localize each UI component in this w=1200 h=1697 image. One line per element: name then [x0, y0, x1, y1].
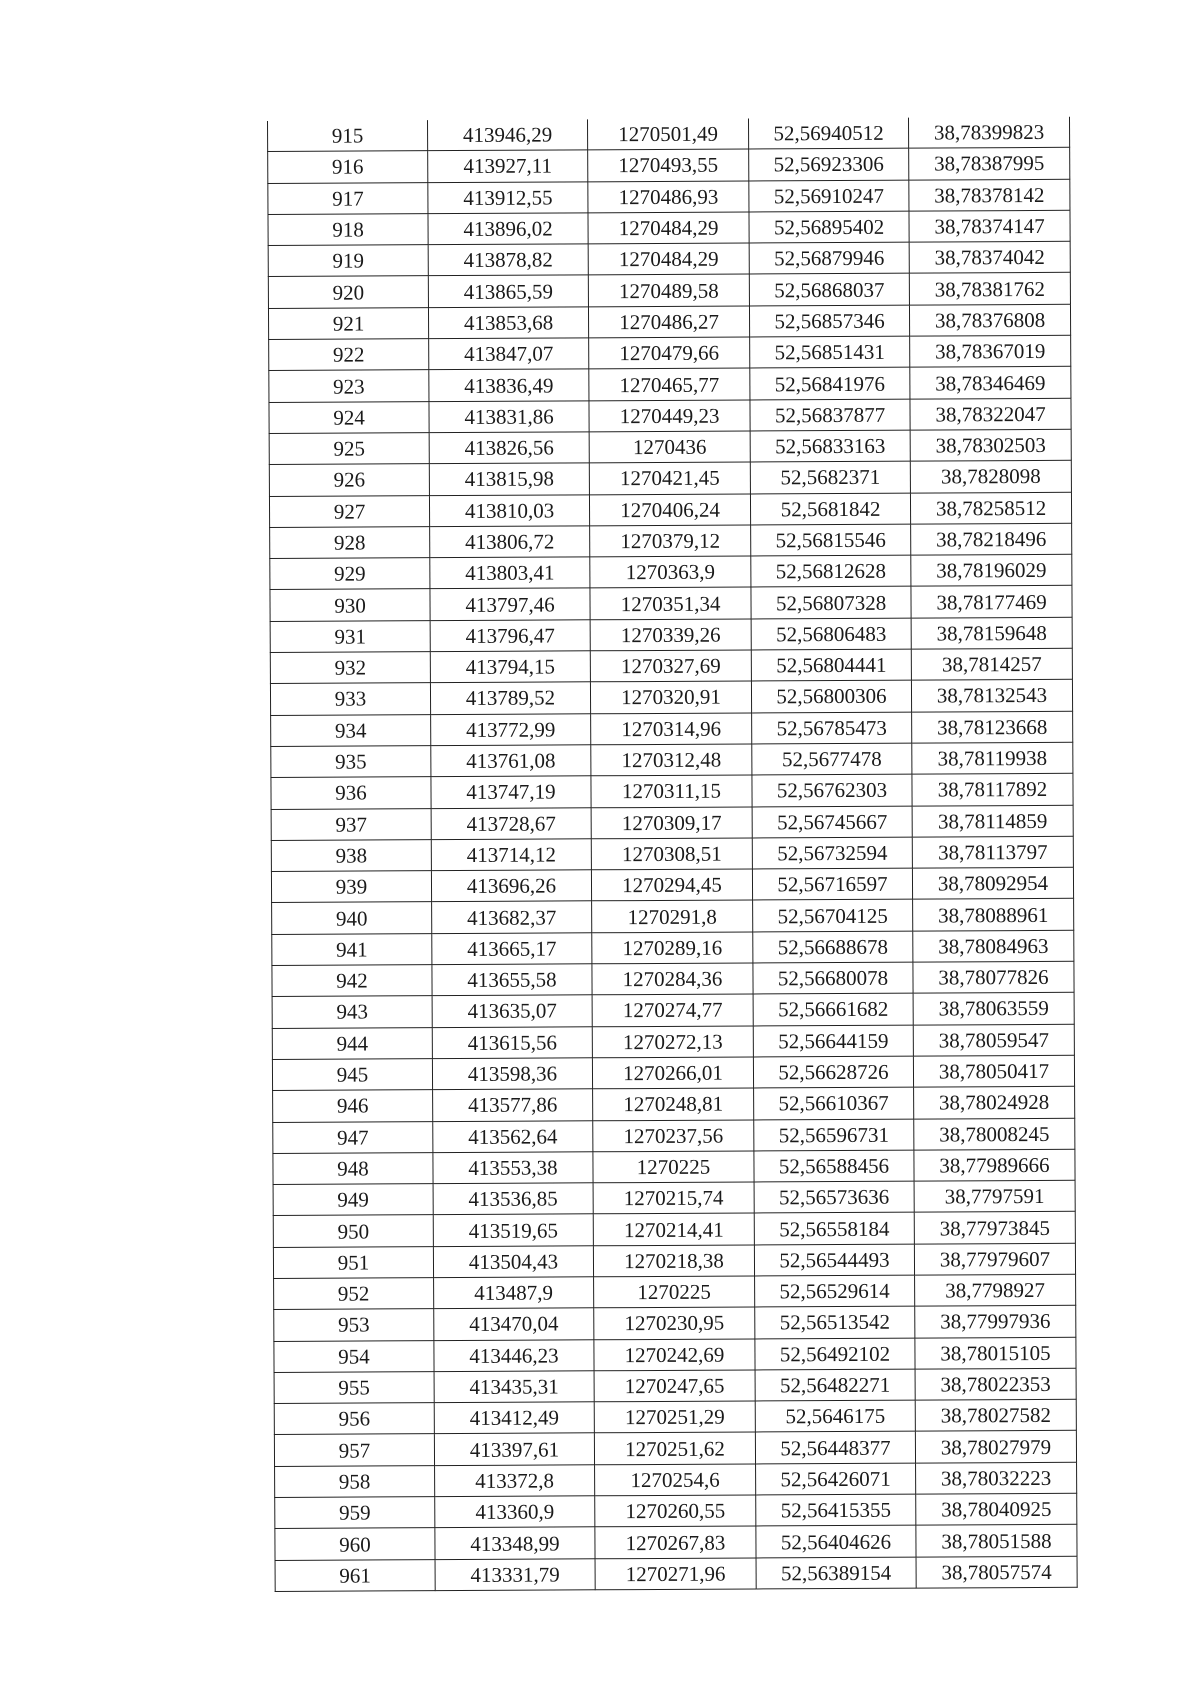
latitude-cell: 52,56544493 — [754, 1244, 914, 1276]
longitude-cell: 38,78027582 — [915, 1399, 1076, 1431]
y-coordinate-cell: 1270339,26 — [590, 619, 751, 651]
x-coordinate-cell: 413360,9 — [435, 1496, 595, 1528]
point-number-cell: 922 — [269, 339, 429, 371]
latitude-cell: 52,5677478 — [752, 743, 912, 775]
point-number-cell: 961 — [275, 1559, 435, 1591]
y-coordinate-cell: 1270421,45 — [589, 462, 750, 494]
point-number-cell: 944 — [272, 1027, 432, 1059]
latitude-cell: 52,56732594 — [752, 837, 912, 869]
x-coordinate-cell: 413487,9 — [434, 1277, 594, 1309]
latitude-cell: 52,56837877 — [750, 399, 910, 431]
longitude-cell: 38,78367019 — [910, 335, 1071, 367]
longitude-cell: 38,78051588 — [916, 1525, 1077, 1557]
x-coordinate-cell: 413519,65 — [433, 1214, 593, 1246]
latitude-cell: 52,56688678 — [753, 931, 913, 963]
point-number-cell: 945 — [272, 1059, 432, 1091]
point-number-cell: 939 — [271, 871, 431, 903]
longitude-cell: 38,78196029 — [911, 554, 1072, 586]
point-number-cell: 931 — [270, 620, 430, 652]
longitude-cell: 38,78302503 — [910, 429, 1071, 461]
table-row — [272, 1024, 1074, 1059]
y-coordinate-cell: 1270260,55 — [595, 1495, 756, 1527]
y-coordinate-cell: 1270311,15 — [591, 775, 752, 807]
x-coordinate-cell: 413803,41 — [430, 557, 590, 589]
y-coordinate-cell: 1270309,17 — [591, 807, 752, 839]
point-number-cell: 918 — [268, 214, 428, 246]
table-row — [269, 367, 1071, 402]
y-coordinate-cell: 1270312,48 — [591, 744, 752, 776]
x-coordinate-cell: 413912,55 — [428, 181, 588, 213]
x-coordinate-cell: 413796,47 — [430, 620, 590, 652]
y-coordinate-cell: 1270308,51 — [591, 838, 752, 870]
table-row — [269, 461, 1071, 496]
y-coordinate-cell: 1270284,36 — [592, 963, 753, 995]
y-coordinate-cell: 1270406,24 — [589, 494, 750, 526]
x-coordinate-cell: 413789,52 — [430, 682, 590, 714]
point-number-cell: 921 — [268, 307, 428, 339]
longitude-cell: 38,77997936 — [915, 1306, 1076, 1338]
latitude-cell: 52,56815546 — [751, 524, 911, 556]
y-coordinate-cell: 1270289,16 — [592, 932, 753, 964]
longitude-cell: 38,7828098 — [910, 461, 1071, 493]
y-coordinate-cell: 1270274,77 — [592, 994, 753, 1026]
latitude-cell: 52,5681842 — [750, 493, 910, 525]
y-coordinate-cell: 1270327,69 — [590, 650, 751, 682]
longitude-cell: 38,78322047 — [910, 398, 1071, 430]
x-coordinate-cell: 413655,58 — [432, 964, 592, 996]
x-coordinate-cell: 413615,56 — [432, 1026, 592, 1058]
table-row — [269, 492, 1071, 527]
y-coordinate-cell: 1270247,65 — [594, 1370, 755, 1402]
latitude-cell: 52,56513542 — [755, 1306, 915, 1338]
table-row — [272, 899, 1074, 934]
x-coordinate-cell: 413682,37 — [432, 901, 592, 933]
x-coordinate-cell: 413348,99 — [435, 1527, 595, 1559]
point-number-cell: 935 — [271, 746, 431, 778]
x-coordinate-cell: 413896,02 — [428, 213, 588, 245]
table-row — [274, 1337, 1076, 1372]
table-row — [274, 1399, 1076, 1434]
longitude-cell: 38,77989666 — [914, 1149, 1075, 1181]
point-number-cell: 943 — [272, 996, 432, 1028]
longitude-cell: 38,78040925 — [916, 1493, 1077, 1525]
point-number-cell: 936 — [271, 777, 431, 809]
table-row — [268, 273, 1070, 308]
point-number-cell: 947 — [273, 1121, 433, 1153]
table-row — [274, 1368, 1076, 1403]
longitude-cell: 38,7798927 — [915, 1274, 1076, 1306]
latitude-cell: 52,56800306 — [751, 680, 911, 712]
longitude-cell: 38,7814257 — [911, 648, 1072, 680]
x-coordinate-cell: 413714,12 — [431, 839, 591, 871]
point-number-cell: 926 — [269, 464, 429, 496]
point-number-cell: 946 — [273, 1090, 433, 1122]
y-coordinate-cell: 1270218,38 — [593, 1245, 754, 1277]
y-coordinate-cell: 1270215,74 — [593, 1182, 754, 1214]
x-coordinate-cell: 413397,61 — [434, 1433, 594, 1465]
x-coordinate-cell: 413665,17 — [432, 933, 592, 965]
x-coordinate-cell: 413946,29 — [427, 119, 587, 151]
longitude-cell: 38,78114859 — [912, 805, 1073, 837]
y-coordinate-cell: 1270484,29 — [588, 212, 749, 244]
latitude-cell: 52,56879946 — [749, 242, 909, 274]
latitude-cell: 52,56448377 — [755, 1432, 915, 1464]
longitude-cell: 38,78092954 — [912, 867, 1073, 899]
y-coordinate-cell: 1270225 — [593, 1151, 754, 1183]
table-row — [275, 1462, 1077, 1497]
x-coordinate-cell: 413598,36 — [432, 1058, 592, 1090]
point-number-cell: 942 — [272, 965, 432, 997]
y-coordinate-cell: 1270248,81 — [593, 1088, 754, 1120]
point-number-cell: 925 — [269, 433, 429, 465]
longitude-cell: 38,78050417 — [913, 1055, 1074, 1087]
x-coordinate-cell: 413536,85 — [433, 1183, 593, 1215]
point-number-cell: 949 — [273, 1184, 433, 1216]
longitude-cell: 38,78376808 — [909, 304, 1070, 336]
y-coordinate-cell: 1270501,49 — [587, 118, 748, 150]
latitude-cell: 52,56785473 — [752, 712, 912, 744]
longitude-cell: 38,78177469 — [911, 586, 1072, 618]
latitude-cell: 52,56415355 — [756, 1494, 916, 1526]
x-coordinate-cell: 413635,07 — [432, 995, 592, 1027]
table-row — [273, 1180, 1075, 1215]
y-coordinate-cell: 1270272,13 — [592, 1026, 753, 1058]
x-coordinate-cell: 413562,64 — [433, 1120, 593, 1152]
point-number-cell: 940 — [272, 902, 432, 934]
point-number-cell: 915 — [268, 120, 428, 152]
x-coordinate-cell: 413794,15 — [430, 651, 590, 683]
y-coordinate-cell: 1270493,55 — [588, 149, 749, 181]
latitude-cell: 52,56426071 — [756, 1463, 916, 1495]
y-coordinate-cell: 1270465,77 — [589, 368, 750, 400]
longitude-cell: 38,78032223 — [916, 1462, 1077, 1494]
table-row — [271, 836, 1073, 871]
x-coordinate-cell: 413577,86 — [433, 1089, 593, 1121]
latitude-cell: 52,56389154 — [756, 1557, 916, 1589]
point-number-cell: 924 — [269, 401, 429, 433]
table-row — [273, 1086, 1075, 1121]
table-row — [271, 774, 1073, 809]
y-coordinate-cell: 1270486,27 — [588, 306, 749, 338]
point-number-cell: 957 — [274, 1434, 434, 1466]
point-number-cell: 916 — [268, 151, 428, 183]
y-coordinate-cell: 1270449,23 — [589, 400, 750, 432]
y-coordinate-cell: 1270251,62 — [594, 1432, 755, 1464]
point-number-cell: 917 — [268, 182, 428, 214]
longitude-cell: 38,78117892 — [912, 774, 1073, 806]
point-number-cell: 958 — [275, 1465, 435, 1497]
table-row — [270, 523, 1072, 558]
y-coordinate-cell: 1270484,29 — [588, 243, 749, 275]
point-number-cell: 952 — [274, 1278, 434, 1310]
point-number-cell: 928 — [270, 527, 430, 559]
longitude-cell: 38,78015105 — [915, 1337, 1076, 1369]
x-coordinate-cell: 413806,72 — [430, 526, 590, 558]
latitude-cell: 52,56704125 — [753, 900, 913, 932]
table-row — [270, 617, 1072, 652]
y-coordinate-cell: 1270294,45 — [591, 869, 752, 901]
table-row — [268, 304, 1070, 339]
x-coordinate-cell: 413927,11 — [428, 150, 588, 182]
longitude-cell: 38,78077826 — [913, 961, 1074, 993]
table-row — [274, 1431, 1076, 1466]
longitude-cell: 38,77979607 — [914, 1243, 1075, 1275]
point-number-cell: 933 — [270, 683, 430, 715]
y-coordinate-cell: 1270242,69 — [594, 1339, 755, 1371]
table-row — [268, 210, 1070, 245]
longitude-cell: 38,77973845 — [914, 1212, 1075, 1244]
longitude-cell: 38,78381762 — [909, 273, 1070, 305]
latitude-cell: 52,56841976 — [750, 368, 910, 400]
latitude-cell: 52,56716597 — [752, 868, 912, 900]
table-row — [270, 680, 1072, 715]
table-row — [269, 398, 1071, 433]
y-coordinate-cell: 1270237,56 — [593, 1119, 754, 1151]
latitude-cell: 52,56745667 — [752, 806, 912, 838]
x-coordinate-cell: 413815,98 — [429, 463, 589, 495]
latitude-cell: 52,56762303 — [752, 774, 912, 806]
point-number-cell: 930 — [270, 589, 430, 621]
longitude-cell: 38,78132543 — [911, 680, 1072, 712]
longitude-cell: 38,78378142 — [909, 179, 1070, 211]
table-row — [270, 554, 1072, 589]
longitude-cell: 38,78123668 — [912, 711, 1073, 743]
latitude-cell: 52,56851431 — [750, 336, 910, 368]
x-coordinate-cell: 413412,49 — [434, 1402, 594, 1434]
longitude-cell: 38,78084963 — [913, 930, 1074, 962]
latitude-cell: 52,56558184 — [754, 1213, 914, 1245]
x-coordinate-cell: 413853,68 — [428, 307, 588, 339]
longitude-cell: 38,78374042 — [909, 241, 1070, 273]
coordinates-table-body — [268, 117, 1078, 1592]
latitude-cell: 52,56610367 — [754, 1087, 914, 1119]
latitude-cell: 52,56804441 — [751, 649, 911, 681]
y-coordinate-cell: 1270351,34 — [590, 587, 751, 619]
table-row — [273, 1149, 1075, 1184]
point-number-cell: 929 — [270, 558, 430, 590]
point-number-cell: 938 — [271, 839, 431, 871]
latitude-cell: 52,56661682 — [753, 993, 913, 1025]
x-coordinate-cell: 413372,8 — [435, 1465, 595, 1497]
table-row — [272, 1055, 1074, 1090]
y-coordinate-cell: 1270314,96 — [591, 713, 752, 745]
x-coordinate-cell: 413553,38 — [433, 1152, 593, 1184]
table-row — [272, 930, 1074, 965]
table-row — [272, 993, 1074, 1028]
table-row — [268, 179, 1070, 214]
latitude-cell: 52,56868037 — [749, 274, 909, 306]
latitude-cell: 52,56895402 — [749, 211, 909, 243]
longitude-cell: 38,78374147 — [909, 210, 1070, 242]
latitude-cell: 52,5646175 — [755, 1400, 915, 1432]
table-row — [269, 335, 1071, 370]
x-coordinate-cell: 413435,31 — [434, 1371, 594, 1403]
longitude-cell: 38,78387995 — [909, 148, 1070, 180]
longitude-cell: 38,78059547 — [913, 1024, 1074, 1056]
longitude-cell: 38,78022353 — [915, 1368, 1076, 1400]
table-row — [275, 1525, 1077, 1560]
longitude-cell: 38,78258512 — [910, 492, 1071, 524]
y-coordinate-cell: 1270266,01 — [592, 1057, 753, 1089]
point-number-cell: 953 — [274, 1309, 434, 1341]
point-number-cell: 954 — [274, 1340, 434, 1372]
latitude-cell: 52,56812628 — [751, 555, 911, 587]
y-coordinate-cell: 1270291,8 — [592, 900, 753, 932]
y-coordinate-cell: 1270251,29 — [594, 1401, 755, 1433]
latitude-cell: 52,56807328 — [751, 587, 911, 619]
longitude-cell: 38,78024928 — [914, 1086, 1075, 1118]
longitude-cell: 38,78113797 — [912, 836, 1073, 868]
x-coordinate-cell: 413470,04 — [434, 1308, 594, 1340]
point-number-cell: 950 — [273, 1215, 433, 1247]
longitude-cell: 38,78346469 — [910, 367, 1071, 399]
latitude-cell: 52,56404626 — [756, 1525, 916, 1557]
x-coordinate-cell: 413696,26 — [431, 870, 591, 902]
latitude-cell: 52,56529614 — [755, 1275, 915, 1307]
x-coordinate-cell: 413836,49 — [429, 369, 589, 401]
x-coordinate-cell: 413865,59 — [428, 275, 588, 307]
longitude-cell: 38,78088961 — [913, 899, 1074, 931]
table-row — [272, 961, 1074, 996]
y-coordinate-cell: 1270214,41 — [593, 1213, 754, 1245]
longitude-cell: 38,78027979 — [915, 1431, 1076, 1463]
table-row — [269, 429, 1071, 464]
point-number-cell: 927 — [269, 495, 429, 527]
longitude-cell: 38,78008245 — [914, 1118, 1075, 1150]
x-coordinate-cell: 413831,86 — [429, 400, 589, 432]
latitude-cell: 52,56492102 — [755, 1338, 915, 1370]
longitude-cell: 38,78119938 — [912, 742, 1073, 774]
point-number-cell: 941 — [272, 933, 432, 965]
point-number-cell: 959 — [275, 1497, 435, 1529]
table-row — [268, 241, 1070, 276]
x-coordinate-cell: 413747,19 — [431, 776, 591, 808]
table-row — [273, 1243, 1075, 1278]
latitude-cell: 52,56680078 — [753, 962, 913, 994]
x-coordinate-cell: 413826,56 — [429, 432, 589, 464]
latitude-cell: 52,5682371 — [750, 461, 910, 493]
table-row — [270, 648, 1072, 683]
table-row — [268, 117, 1070, 152]
table-row — [268, 148, 1070, 183]
table-row — [274, 1306, 1076, 1341]
longitude-cell: 38,78057574 — [916, 1556, 1077, 1588]
longitude-cell: 38,7797591 — [914, 1180, 1075, 1212]
y-coordinate-cell: 1270254,6 — [595, 1464, 756, 1496]
point-number-cell: 932 — [270, 652, 430, 684]
point-number-cell: 923 — [269, 370, 429, 402]
table-row — [275, 1493, 1077, 1528]
table-row — [273, 1118, 1075, 1153]
x-coordinate-cell: 413772,99 — [431, 713, 591, 745]
point-number-cell: 919 — [268, 245, 428, 277]
x-coordinate-cell: 413504,43 — [433, 1245, 593, 1277]
y-coordinate-cell: 1270267,83 — [595, 1526, 756, 1558]
table-row — [271, 711, 1073, 746]
point-number-cell: 955 — [274, 1372, 434, 1404]
x-coordinate-cell: 413446,23 — [434, 1339, 594, 1371]
y-coordinate-cell: 1270379,12 — [590, 525, 751, 557]
point-number-cell: 960 — [275, 1528, 435, 1560]
table-row — [271, 805, 1073, 840]
latitude-cell: 52,56588456 — [754, 1150, 914, 1182]
point-number-cell: 920 — [268, 276, 428, 308]
latitude-cell: 52,56940512 — [748, 118, 908, 150]
x-coordinate-cell: 413728,67 — [431, 807, 591, 839]
longitude-cell: 38,78063559 — [913, 993, 1074, 1025]
y-coordinate-cell: 1270436 — [589, 431, 750, 463]
y-coordinate-cell: 1270271,96 — [595, 1558, 756, 1590]
point-number-cell: 948 — [273, 1152, 433, 1184]
table-row — [271, 867, 1073, 902]
coordinates-table — [267, 117, 1078, 1592]
point-number-cell: 956 — [274, 1403, 434, 1435]
latitude-cell: 52,56833163 — [750, 430, 910, 462]
point-number-cell: 951 — [273, 1246, 433, 1278]
latitude-cell: 52,56596731 — [754, 1119, 914, 1151]
latitude-cell: 52,56573636 — [754, 1181, 914, 1213]
longitude-cell: 38,78218496 — [911, 523, 1072, 555]
latitude-cell: 52,56644159 — [753, 1025, 913, 1057]
point-number-cell: 934 — [271, 714, 431, 746]
x-coordinate-cell: 413847,07 — [429, 338, 589, 370]
x-coordinate-cell: 413797,46 — [430, 588, 590, 620]
x-coordinate-cell: 413810,03 — [429, 494, 589, 526]
longitude-cell: 38,78159648 — [911, 617, 1072, 649]
y-coordinate-cell: 1270486,93 — [588, 181, 749, 213]
latitude-cell: 52,56806483 — [751, 618, 911, 650]
y-coordinate-cell: 1270363,9 — [590, 556, 751, 588]
y-coordinate-cell: 1270225 — [594, 1276, 755, 1308]
latitude-cell: 52,56482271 — [755, 1369, 915, 1401]
y-coordinate-cell: 1270489,58 — [588, 274, 749, 306]
latitude-cell: 52,56857346 — [749, 305, 909, 337]
y-coordinate-cell: 1270230,95 — [594, 1307, 755, 1339]
table-row — [270, 586, 1072, 621]
x-coordinate-cell: 413761,08 — [431, 745, 591, 777]
y-coordinate-cell: 1270479,66 — [589, 337, 750, 369]
y-coordinate-cell: 1270320,91 — [590, 681, 751, 713]
latitude-cell: 52,56910247 — [749, 180, 909, 212]
x-coordinate-cell: 413878,82 — [428, 244, 588, 276]
point-number-cell: 937 — [271, 808, 431, 840]
latitude-cell: 52,56923306 — [749, 148, 909, 180]
table-row — [274, 1274, 1076, 1309]
x-coordinate-cell: 413331,79 — [435, 1558, 595, 1590]
longitude-cell: 38,78399823 — [908, 117, 1069, 149]
table-row — [271, 742, 1073, 777]
table-row — [273, 1212, 1075, 1247]
table-row — [275, 1556, 1077, 1591]
latitude-cell: 52,56628726 — [753, 1056, 913, 1088]
